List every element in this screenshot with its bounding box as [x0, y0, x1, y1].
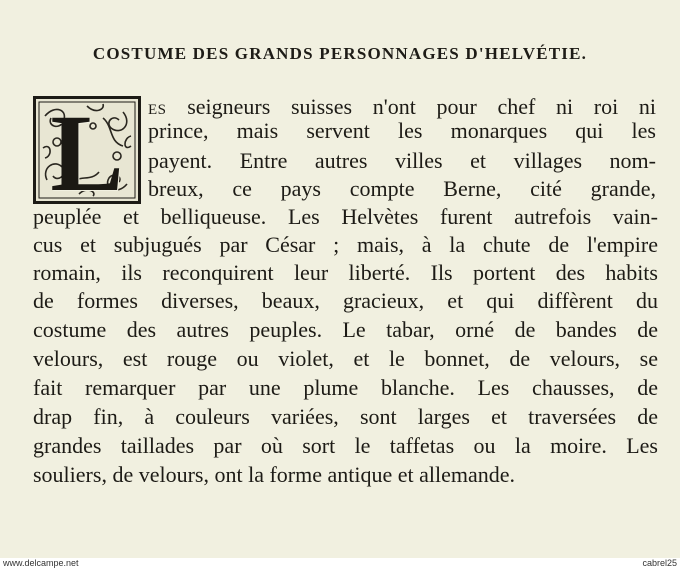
- first-word-rest: es: [148, 94, 167, 119]
- section-heading: COSTUME DES GRANDS PERSONNAGES D'HELVÉTIE.: [92, 44, 588, 63]
- text-line-content: seigneurs suisses n'ont pour chef ni roi ni: [187, 94, 656, 119]
- text-line-last: souliers, de velours, ont la forme antique et allemande.: [33, 462, 516, 487]
- ornamental-initial: [33, 96, 141, 204]
- text-line: velours, est rouge ou violet, et le bonnet, de velours, se: [33, 346, 658, 371]
- text-line: cus et subjugués par César ; mais, à la chute de l'empire: [33, 232, 658, 257]
- watermark-footer: [0, 558, 680, 569]
- text-line: prince, mais servent les monarques qui les: [148, 118, 656, 143]
- watermark-seller: cabrel25: [642, 558, 677, 568]
- text-line: peuplée et belliqueuse. Les Helvètes furent autrefois vain-: [33, 204, 658, 229]
- text-line: romain, ils reconquirent leur liberté. Ils portent des habits: [33, 260, 658, 285]
- drop-cap-letter: L: [50, 96, 124, 204]
- text-line: costume des autres peuples. Le tabar, orné de bandes de: [33, 317, 658, 342]
- text-line: breux, ce pays compte Berne, cité grande,: [148, 176, 656, 201]
- text-line: de formes diverses, beaux, gracieux, et qui diffèrent du: [33, 288, 658, 313]
- text-line: payent. Entre autres villes et villages nom-: [148, 148, 656, 173]
- text-line: drap fin, à couleurs variées, sont larges et traversées de: [33, 404, 658, 429]
- watermark-site: www.delcampe.net: [3, 558, 79, 568]
- text-line: grandes taillades par où sort le taffetas ou la moire. Les: [33, 433, 658, 458]
- text-line: fait remarquer par une plume blanche. Les chausses, de: [33, 375, 658, 400]
